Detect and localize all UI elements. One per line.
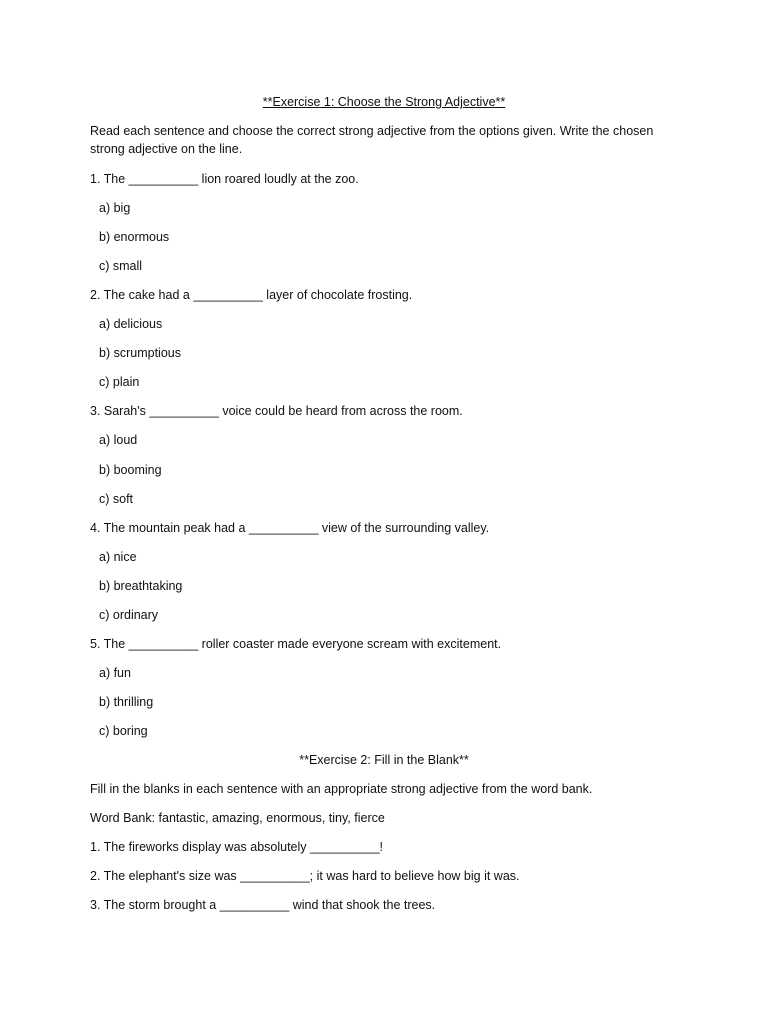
exercise-2-instructions: Fill in the blanks in each sentence with an appropriate strong adjective from the word bank. xyxy=(90,782,593,796)
question-3-option-b: b) booming xyxy=(99,463,162,477)
question-1-option-b: b) enormous xyxy=(99,230,170,244)
question-2-option-b: b) scrumptious xyxy=(99,346,181,360)
question-3: 3. Sarah's __________ voice could be heard from across the room. xyxy=(90,404,463,418)
exercise-2-heading: **Exercise 2: Fill in the Blank** xyxy=(299,753,469,767)
question-2-option-c: c) plain xyxy=(99,375,140,389)
fill-blank-sentence-1: 1. The fireworks display was absolutely __________! xyxy=(90,840,383,854)
question-5-option-a: a) fun xyxy=(99,666,131,680)
question-4: 4. The mountain peak had a __________ view of the surrounding valley. xyxy=(90,521,490,535)
question-3-option-c: c) soft xyxy=(99,492,134,506)
question-1: 1. The __________ lion roared loudly at the zoo. xyxy=(90,172,359,186)
fill-blank-sentence-2: 2. The elephant's size was __________; it was hard to believe how big it was. xyxy=(90,869,520,883)
question-3-option-a: a) loud xyxy=(99,433,138,447)
question-4-option-c: c) ordinary xyxy=(99,608,159,622)
question-5-option-b: b) thrilling xyxy=(99,695,154,709)
word-bank: Word Bank: fantastic, amazing, enormous, tiny, fierce xyxy=(90,811,385,825)
fill-blank-sentence-3: 3. The storm brought a __________ wind that shook the trees. xyxy=(90,898,436,912)
question-5-option-c: c) boring xyxy=(99,724,148,738)
question-2-option-a: a) delicious xyxy=(99,317,163,331)
question-4-option-b: b) breathtaking xyxy=(99,579,183,593)
exercise-1-instructions-line-1: Read each sentence and choose the correct strong adjective from the options given. Write the chosen xyxy=(90,124,654,138)
exercise-1-instructions-line-2: strong adjective on the line. xyxy=(90,142,243,156)
question-1-option-a: a) big xyxy=(99,201,131,215)
question-5: 5. The __________ roller coaster made everyone scream with excitement. xyxy=(90,637,502,651)
question-4-option-a: a) nice xyxy=(99,550,137,564)
exercise-1-heading: **Exercise 1: Choose the Strong Adjective** xyxy=(262,95,506,109)
question-2: 2. The cake had a __________ layer of chocolate frosting. xyxy=(90,288,413,302)
question-1-option-c: c) small xyxy=(99,259,143,273)
